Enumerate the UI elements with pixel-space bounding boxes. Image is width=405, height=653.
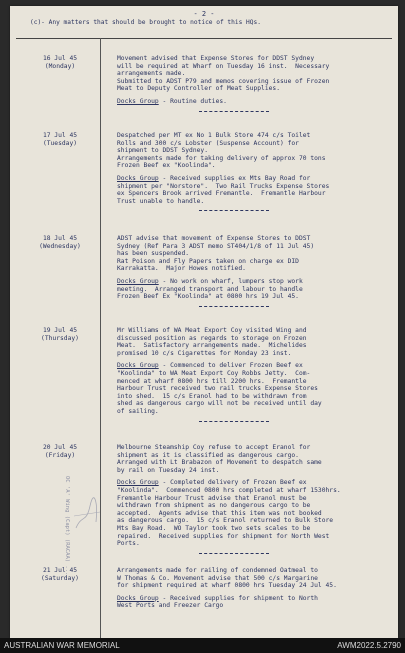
docks-group-note: Docks Group - Completed delivery of Frozen Beef ex "Koolinda". Commenced 0800 hrs completed at wharf 1530hrs. Fremantle Harbour Trust advise that Eranol must be withdrawn from shipment as no dangerous cargo to be accepted. Agents advise that this item was not booked as dangerous cargo. 15 c/s Eranol returned to Bulk Store Mts Bay Road. WO Taylor took two sets scales to be repaired. Received supplies for shipment for North West Ports. [117, 479, 341, 548]
entry-separator [199, 306, 269, 307]
docks-group-note: Docks Group - Commenced to deliver Frozen Beef ex "Koolinda" to WA Meat Export Coy Robbs Jetty. Com- menced at wharf 0800 hrs till 2200 hrs. Fremantle Harbour Trust received two rail trucks Expense Stores into shed. 15 c/s Eranol had to be withdrawn from shed as dangerous cargo will not be received until day of sailing. [117, 362, 322, 415]
archive-footer [0, 638, 405, 653]
entry-date: 19 Jul 45 (Thursday) [41, 327, 79, 342]
entry-separator [199, 111, 269, 112]
entry-date: 20 Jul 45 (Friday) [42, 444, 78, 459]
header-rule [16, 38, 392, 39]
entry-date: 18 Jul 45 (Wednesday) [39, 235, 81, 250]
entry-paragraph: Despatched per MT ex No 1 Bulk Store 474 c/s Toilet Rolls and 300 c/s Lobster (Suspense Account) for shipment to DDST Sydney. Arrangements made for taking delivery of approx 70 tons Frozen Beef ex "Koolinda". [117, 132, 326, 170]
entry-date: 16 Jul 45 (Monday) [42, 55, 78, 70]
entry-paragraph: Mr Williams of WA Meat Export Coy visited Wing and discussed position as regards to storage on Frozen Meat. Satisfactory arrangements made. Michelides promised 10 c/s Cigarettes for Monday 23 inst. [117, 327, 307, 357]
entry-body [117, 327, 390, 422]
entry-separator [199, 210, 269, 211]
entry-body [117, 55, 390, 112]
signature-stamp-text: OC 'A' Wing (Capt) (RACAA) ... [64, 476, 70, 576]
docks-group-note: Docks Group - Received supplies for shipment to North West Ports and Freezer Cargo [117, 594, 318, 610]
page-heading: (c)- Any matters that should be brought to notice of this HQs. [30, 19, 261, 26]
entry-separator [199, 553, 269, 554]
entry-date: 21 Jul 45 (Saturday) [41, 567, 79, 582]
docks-group-note: Docks Group - Received supplies ex Mts Bay Road for shipment per "Norstore". Two Rail Trucks Expense Stores ex Spencers Brook arrived Fremantle. Fremantle Harbour Trust unable to handle. [117, 174, 330, 205]
entry-paragraph: Arrangements made for railing of condemned Oatmeal to W Thomas & Co. Movement advise that 500 c/s Margarine for shipment required at wharf 0800 hrs Tuesday 24 Jul 45. [117, 567, 337, 590]
entry-body [117, 132, 390, 211]
page-number: - 2 - [193, 10, 215, 18]
entry-body [117, 567, 390, 615]
footer-reference: AWM2022.5.2790 [337, 641, 401, 650]
footer-institution: AUSTRALIAN WAR MEMORIAL [4, 641, 120, 650]
entry-paragraph: Movement advised that Expense Stores for DDST Sydney will be required at Wharf on Tuesday 16 inst. Necessary arrangements made. Submitted to ADST P79 and memos covering issue of Frozen Meat to Deputy Controller of Meat Supplies. [117, 55, 330, 93]
entry-separator [199, 421, 269, 422]
entry-date: 17 Jul 45 (Tuesday) [42, 132, 78, 147]
entry-body [117, 444, 390, 554]
docks-group-note: Docks Group - Routine duties. [117, 97, 227, 105]
docks-group-note: Docks Group - No work on wharf, lumpers stop work meeting. Arranged transport and labour to handle Frozen Beef Ex "Koolinda" at 0800 hrs 19 Jul 45. [117, 277, 303, 301]
signature-scribble-icon [72, 494, 102, 534]
date-column-rule [100, 38, 101, 638]
diary-page [10, 6, 398, 638]
entry-paragraph: Melbourne Steamship Coy refuse to accept Eranol for shipment as it is classified as dangerous cargo. Arranged with Lt Brabazon of Movement to despatch same by rail on Tuesday 24 inst. [117, 444, 322, 474]
entry-paragraph: ADST advise that movement of Expense Stores to DDST Sydney (Ref Para 3 ADST memo ST404/1/8 of 11 Jul 45) has been suspended. Rat Poison and Fly Papers taken on charge ex DID Karrakatta. Major Howes notified. [117, 235, 315, 273]
entry-body [117, 235, 390, 307]
